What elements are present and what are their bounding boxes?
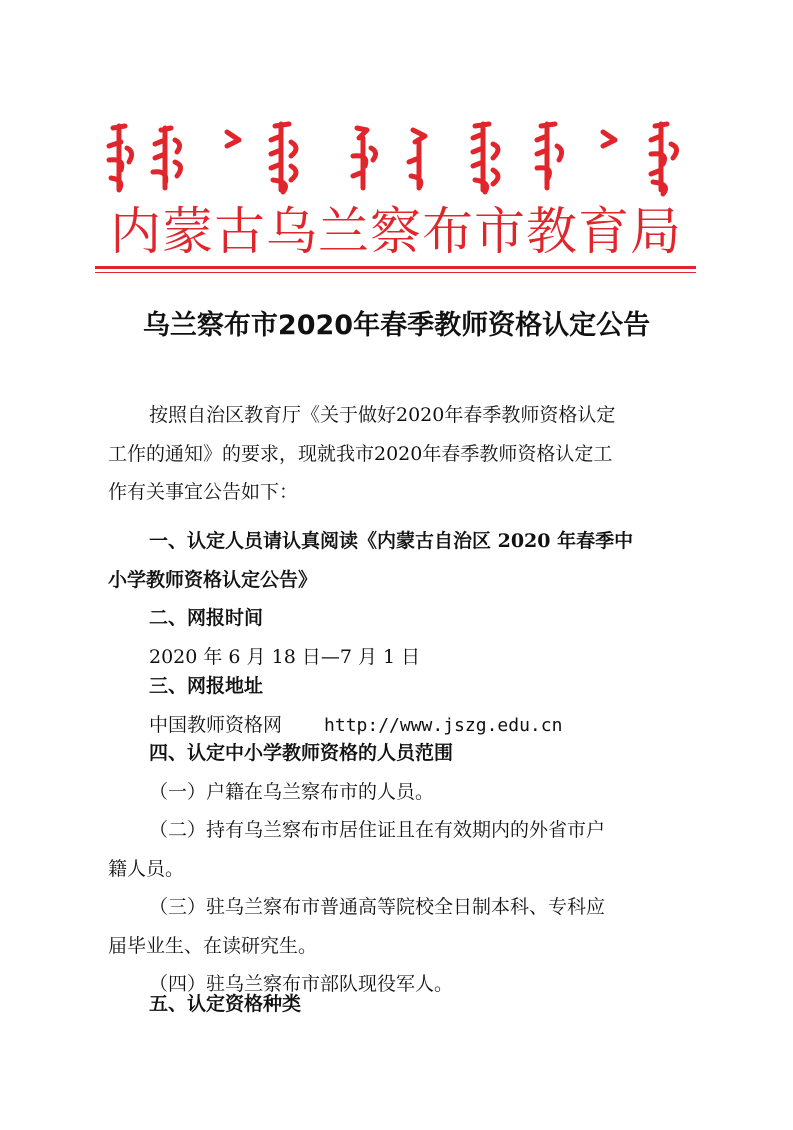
section-1	[108, 522, 693, 599]
section-2-heading: 二、网报时间	[149, 607, 264, 629]
intro-line-2: 工作的通知》的要求，现就我市2020年春季教师资格认定工	[108, 442, 613, 465]
intro-paragraph	[108, 396, 693, 512]
section-3	[108, 667, 693, 744]
section-3-heading: 三、网报地址	[149, 675, 264, 697]
site-name: 中国教师资格网	[149, 713, 283, 736]
section-2-date: 2020 年 6 月 18 日—7 月 1 日	[149, 645, 421, 668]
organization-name: 内蒙古乌兰察布市教育局	[109, 203, 682, 262]
site-url[interactable]: http://www.jszg.edu.cn	[324, 714, 563, 736]
section-4-heading: 四、认定中小学教师资格的人员范围	[149, 742, 454, 764]
document-title: 乌兰察布市2020年春季教师资格认定公告	[142, 310, 651, 341]
mongolian-script-logo	[95, 118, 695, 198]
section-2	[108, 599, 693, 676]
section-5-heading: 五、认定资格种类	[149, 993, 302, 1015]
section-4-item-3-line-1: （三）驻乌兰察布市普通高等院校全日制本科、专科应	[149, 896, 606, 918]
section-5	[108, 985, 693, 1024]
section-4-item-3-line-2: 届毕业生、在读研究生。	[108, 934, 318, 957]
section-4	[108, 734, 693, 1004]
letterhead-rule-thick	[95, 266, 696, 269]
section-1-line-1: 一、认定人员请认真阅读《内蒙古自治区 2020 年春季中	[149, 530, 634, 552]
section-1-line-2: 小学教师资格认定公告》	[108, 568, 318, 591]
section-4-item-4: （四）驻乌兰察布市部队现役军人。	[149, 973, 454, 995]
intro-line-3: 作有关事宜公告如下：	[108, 481, 299, 503]
section-4-item-2-line-1: （二）持有乌兰察布市居住证且在有效期内的外省市户	[149, 819, 606, 841]
section-4-item-2-line-2: 籍人员。	[108, 857, 185, 880]
intro-line-1: 按照自治区教育厅《关于做好2020年春季教师资格认定	[149, 404, 616, 426]
section-4-item-1: （一）户籍在乌兰察布市的人员。	[149, 780, 435, 803]
letterhead-rule-thin	[95, 272, 696, 273]
